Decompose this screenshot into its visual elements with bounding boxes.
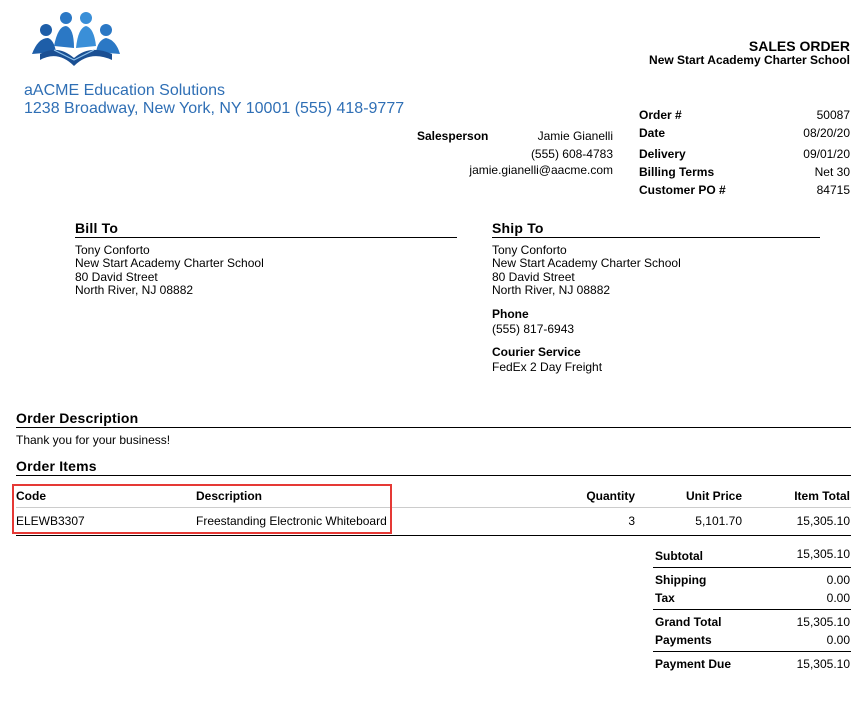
bill-to-line: 80 David Street [75, 270, 158, 284]
billing-terms-label: Billing Terms [639, 165, 715, 179]
column-header-code: Code [16, 489, 46, 503]
subtotal-label: Subtotal [655, 549, 703, 563]
subtotal-value: 15,305.10 [796, 547, 850, 561]
ship-to-line: North River, NJ 08882 [492, 283, 611, 297]
delivery-label: Delivery [639, 147, 686, 161]
order-number-value: 50087 [816, 108, 850, 122]
bill-to-heading: Bill To [75, 220, 119, 236]
totals-divider [653, 567, 851, 568]
salesperson-name: Jamie Gianelli [537, 129, 613, 143]
bill-to-line: New Start Academy Charter School [75, 256, 264, 270]
row-code: ELEWB3307 [16, 514, 85, 528]
phone-label: Phone [492, 307, 529, 321]
column-header-item-total: Item Total [794, 489, 850, 503]
company-logo [24, 8, 124, 74]
row-item-total: 15,305.10 [796, 514, 850, 528]
payments-value: 0.00 [826, 633, 850, 647]
payments-label: Payments [655, 633, 712, 647]
highlight-box [12, 484, 392, 534]
column-header-quantity: Quantity [586, 489, 635, 503]
bill-to-divider [75, 237, 457, 238]
billing-terms-value: Net 30 [814, 165, 850, 179]
tax-value: 0.00 [826, 591, 850, 605]
shipping-label: Shipping [655, 573, 707, 587]
customer-po-value: 84715 [816, 183, 850, 197]
ship-to-line: Tony Conforto [492, 243, 567, 257]
salesperson-phone: (555) 608-4783 [530, 147, 613, 161]
bill-to-line: Tony Conforto [75, 243, 150, 257]
phone-value: (555) 817-6943 [492, 322, 575, 336]
document-title: SALES ORDER [748, 38, 850, 54]
order-date-value: 08/20/20 [803, 126, 850, 140]
payment-due-value: 15,305.10 [796, 657, 850, 671]
grand-total-value: 15,305.10 [796, 615, 850, 629]
company-name: aACME Education Solutions [24, 82, 225, 99]
bill-to-line: North River, NJ 08882 [75, 283, 194, 297]
row-unit-price: 5,101.70 [695, 514, 742, 528]
ship-to-line: 80 David Street [492, 270, 575, 284]
column-header-description: Description [196, 489, 263, 503]
ship-to-heading: Ship To [492, 220, 544, 236]
salesperson-email: jamie.gianelli@aacme.com [469, 163, 613, 177]
order-date-label: Date [639, 126, 666, 140]
tax-label: Tax [655, 591, 675, 605]
order-number-label: Order # [639, 108, 682, 122]
order-items-divider [16, 475, 851, 476]
items-bottom-divider [16, 535, 851, 536]
row-quantity: 3 [628, 514, 635, 528]
ship-to-line: New Start Academy Charter School [492, 256, 681, 270]
document-subtitle: New Start Academy Charter School [649, 53, 850, 67]
payment-due-label: Payment Due [655, 657, 732, 671]
totals-divider [653, 609, 851, 610]
order-description-divider [16, 427, 851, 428]
totals-divider [653, 651, 851, 652]
people-reading-book-logo-icon [24, 8, 124, 74]
order-description-text: Thank you for your business! [16, 433, 171, 447]
order-items-heading: Order Items [16, 458, 97, 474]
courier-value: FedEx 2 Day Freight [492, 360, 603, 374]
order-description-heading: Order Description [16, 410, 139, 426]
shipping-value: 0.00 [826, 573, 850, 587]
row-description: Freestanding Electronic Whiteboard [196, 514, 387, 528]
customer-po-label: Customer PO # [639, 183, 726, 197]
company-address: 1238 Broadway, New York, NY 10001 (555) 418-9777 [24, 100, 405, 117]
courier-label: Courier Service [492, 345, 581, 359]
column-header-unit-price: Unit Price [685, 489, 742, 503]
grand-total-label: Grand Total [655, 615, 722, 629]
delivery-value: 09/01/20 [803, 147, 850, 161]
salesperson-label: Salesperson [417, 129, 489, 143]
ship-to-divider [492, 237, 820, 238]
